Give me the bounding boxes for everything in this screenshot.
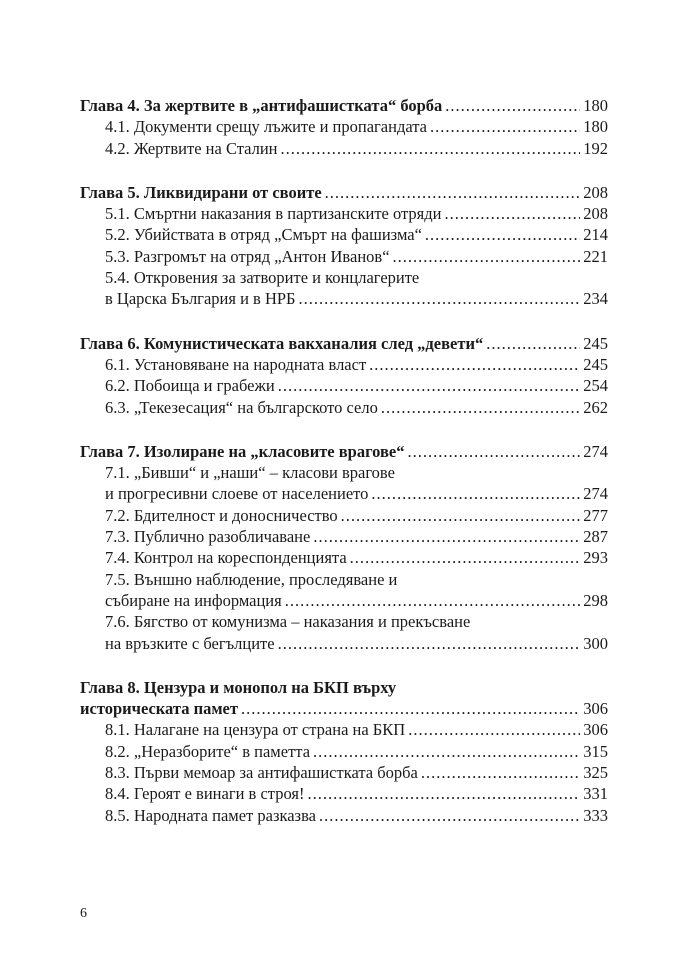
toc-entry[interactable]: [80, 505, 608, 526]
toc-chapter-7: [80, 441, 608, 654]
page-number: 262: [583, 397, 608, 417]
entry-title: 8.3. Първи мемоар за антифашистката борба: [105, 763, 418, 783]
dot-leader: [369, 354, 580, 375]
entry-title: 7.3. Публично разобличаване: [105, 527, 311, 547]
page-number: 306: [583, 720, 608, 740]
dot-leader: [408, 441, 581, 462]
page-number: 192: [583, 138, 608, 158]
entry-title: 5.1. Смъртни наказания в партизанските отряди: [105, 204, 442, 224]
page-number: 333: [583, 805, 608, 825]
page-number: 298: [583, 590, 608, 610]
page-number: 300: [583, 633, 608, 653]
dot-leader: [425, 224, 580, 245]
entry-title: 6.3. „Текезесация“ на българското село: [105, 397, 378, 417]
dot-leader: [319, 805, 580, 826]
dot-leader: [421, 762, 580, 783]
dot-leader: [381, 397, 580, 418]
toc-entry[interactable]: [80, 805, 608, 826]
dot-leader: [278, 633, 581, 654]
entry-title: 5.3. Разгромът на отряд „Антон Иванов“: [105, 246, 390, 266]
chapter-heading[interactable]: [80, 95, 608, 116]
page-number: 331: [583, 784, 608, 804]
page-number: 180: [583, 117, 608, 137]
toc-entry[interactable]: [80, 783, 608, 804]
chapter-title: Глава 6. Комунистическата вакханалия след „девети“: [80, 333, 484, 353]
chapter-heading[interactable]: [80, 698, 608, 719]
entry-title-line[interactable]: 5.4. Откровения за затворите и концлагерите: [105, 268, 420, 288]
entry-title-line[interactable]: 7.5. Външно наблюдение, проследяване и: [105, 569, 398, 589]
toc-entry[interactable]: [80, 547, 608, 568]
dot-leader: [325, 182, 581, 203]
dot-leader: [430, 116, 580, 137]
dot-leader: [285, 590, 581, 611]
dot-leader: [313, 741, 580, 762]
dot-leader: [281, 138, 581, 159]
entry-title: 8.2. „Неразборите“ в паметта: [105, 741, 311, 761]
dot-leader: [445, 95, 580, 116]
chapter-heading[interactable]: [80, 441, 608, 462]
page-number: 234: [583, 289, 608, 309]
page-number: 277: [583, 505, 608, 525]
toc-entry[interactable]: [80, 288, 608, 309]
entry-title: 8.1. Налагане на цензура от страна на БКП: [105, 720, 406, 740]
dot-leader: [445, 203, 581, 224]
entry-title: на връзките с бегълците: [105, 633, 275, 653]
entry-title-line[interactable]: 7.6. Бягство от комунизма – наказания и прекъсване: [105, 612, 471, 632]
toc-entry[interactable]: [80, 375, 608, 396]
entry-title: 4.1. Документи срещу лъжите и пропагандата: [105, 117, 427, 137]
dot-leader: [278, 375, 581, 396]
page-number: 274: [583, 441, 608, 461]
toc-chapter-5: [80, 182, 608, 310]
page-number: 293: [583, 548, 608, 568]
page-number: 274: [583, 484, 608, 504]
page-number: 208: [583, 204, 608, 224]
chapter-heading[interactable]: [80, 182, 608, 203]
page-number: 214: [583, 225, 608, 245]
chapter-title: Глава 7. Изолиране на „класовите врагове“: [80, 441, 405, 461]
page-number: 245: [583, 354, 608, 374]
page-number: 315: [583, 741, 608, 761]
page-number: 221: [583, 246, 608, 266]
page-number: 208: [583, 182, 608, 202]
entry-title: в Царска България и в НРБ: [105, 289, 296, 309]
toc-entry[interactable]: [80, 138, 608, 159]
chapter-title: историческата памет: [80, 699, 238, 719]
toc-entry[interactable]: [80, 526, 608, 547]
toc-entry[interactable]: [80, 354, 608, 375]
toc-entry[interactable]: [80, 203, 608, 224]
dot-leader: [393, 246, 581, 267]
toc-entry[interactable]: [80, 116, 608, 137]
toc-entry[interactable]: [80, 762, 608, 783]
toc-chapter-8: [80, 677, 608, 826]
entry-title: 7.2. Бдителност и доносничество: [105, 505, 338, 525]
toc-entry[interactable]: [80, 741, 608, 762]
entry-title: 6.1. Установяване на народната власт: [105, 354, 367, 374]
toc-entry[interactable]: [80, 224, 608, 245]
entry-title: 7.4. Контрол на кореспонденцията: [105, 548, 347, 568]
entry-title-line[interactable]: 7.1. „Бивши“ и „наши“ – класови врагове: [105, 463, 395, 483]
entry-title: 8.4. Героят е винаги в строя!: [105, 784, 305, 804]
toc-entry[interactable]: [80, 719, 608, 740]
toc-entry[interactable]: [80, 633, 608, 654]
dot-leader: [307, 783, 580, 804]
dot-leader: [299, 288, 581, 309]
toc-entry[interactable]: [80, 483, 608, 504]
dot-leader: [350, 547, 581, 568]
chapter-heading[interactable]: [80, 333, 608, 354]
dot-leader: [313, 526, 580, 547]
chapter-title-line[interactable]: Глава 8. Цензура и монопол на БКП върху: [80, 677, 397, 697]
dot-leader: [241, 698, 580, 719]
chapter-title: Глава 5. Ликвидирани от своите: [80, 182, 322, 202]
toc-entry[interactable]: [80, 590, 608, 611]
toc-chapter-6: [80, 333, 608, 418]
page-number: 254: [583, 376, 608, 396]
page-number: 245: [583, 333, 608, 353]
dot-leader: [341, 505, 581, 526]
entry-title: 8.5. Народната памет разказва: [105, 805, 316, 825]
page-folio: 6: [80, 906, 87, 921]
toc-entry[interactable]: [80, 246, 608, 267]
page-number: 306: [583, 699, 608, 719]
table-of-contents: [80, 95, 608, 849]
dot-leader: [486, 333, 580, 354]
entry-title: 4.2. Жертвите на Сталин: [105, 138, 278, 158]
entry-title: 5.2. Убийствата в отряд „Смърт на фашизма“: [105, 225, 422, 245]
page-number: 287: [583, 527, 608, 547]
chapter-title: Глава 4. За жертвите в „антифашистката“ борба: [80, 96, 443, 115]
toc-entry[interactable]: [80, 397, 608, 418]
entry-title: и прогресивни слоеве от населението: [105, 484, 369, 504]
page-number: 180: [583, 96, 608, 115]
toc-chapter-4: [80, 95, 608, 159]
dot-leader: [408, 719, 580, 740]
dot-leader: [371, 483, 580, 504]
page-number: 325: [583, 763, 608, 783]
entry-title: събиране на информация: [105, 590, 282, 610]
entry-title: 6.2. Побоища и грабежи: [105, 376, 275, 396]
